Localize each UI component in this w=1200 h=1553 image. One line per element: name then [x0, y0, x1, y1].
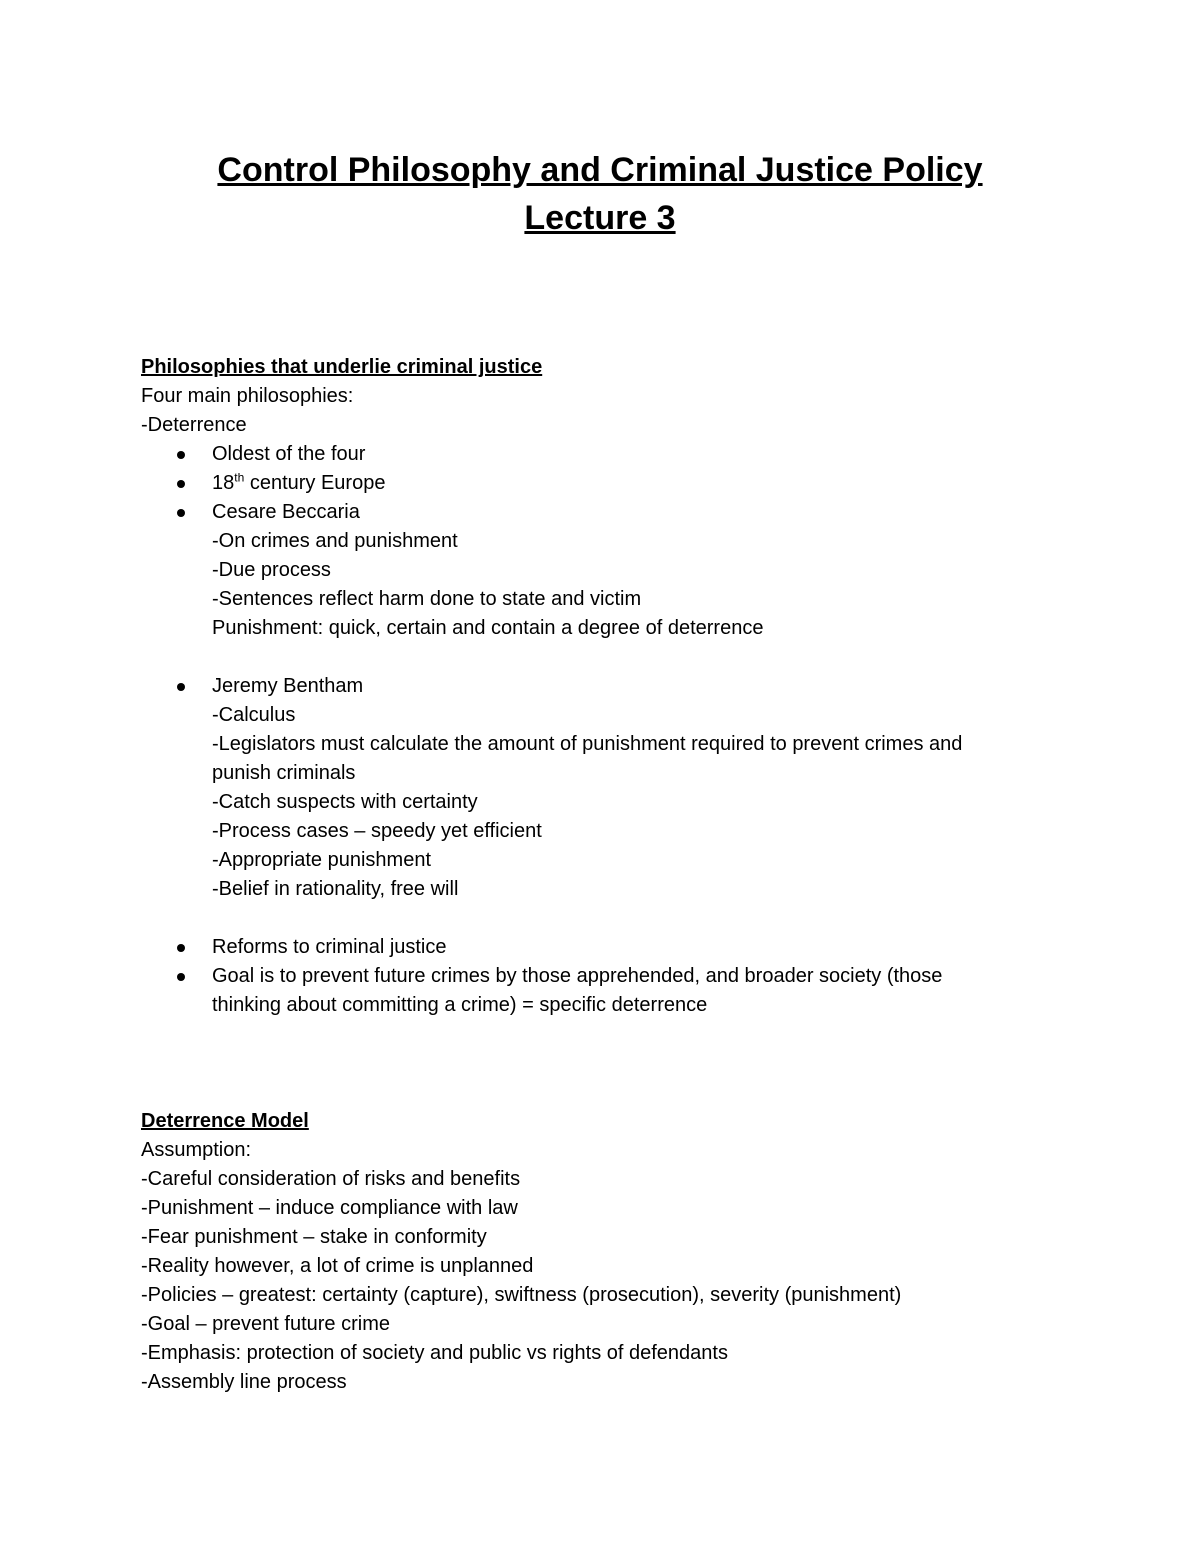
note-line: -Sentences reflect harm done to state and victim — [212, 588, 642, 610]
bullet-item — [141, 672, 1041, 701]
note-line: -Belief in rationality, free will — [212, 878, 459, 900]
bullet-icon — [177, 683, 185, 691]
spacer — [141, 643, 1041, 672]
model-line: Assumption: — [141, 1139, 252, 1161]
superscript: th — [234, 470, 245, 485]
model-line: -Careful consideration of risks and benefits — [141, 1168, 521, 1190]
note-line: -Calculus — [212, 704, 296, 726]
bullet-item — [141, 962, 1041, 1020]
model-line: -Goal – prevent future crime — [141, 1313, 390, 1335]
spacer — [141, 1020, 1041, 1107]
model-line: -Fear punishment – stake in conformity — [141, 1226, 487, 1248]
spacer — [141, 904, 1041, 933]
bullet-icon — [177, 509, 185, 517]
bullet-item — [141, 498, 1041, 527]
model-line: -Punishment – induce compliance with law — [141, 1197, 518, 1219]
bullet-item — [141, 440, 1041, 469]
note-line: -Process cases – speedy yet efficient — [212, 820, 542, 842]
reforms-bullet-list — [141, 933, 1041, 1020]
bullet-item — [141, 469, 1041, 498]
note-line: punish criminals — [212, 762, 356, 784]
topic-line: -Deterrence — [141, 414, 247, 436]
note-line: -On crimes and punishment — [212, 530, 458, 552]
title-block — [0, 146, 1200, 242]
document-subtitle: Lecture 3 — [524, 199, 676, 237]
note-line: -Due process — [212, 559, 331, 581]
bullet-text-number: 18 — [212, 472, 235, 494]
model-line: -Emphasis: protection of society and public vs rights of defendants — [141, 1342, 728, 1364]
note-line: -Catch suspects with certainty — [212, 791, 478, 813]
bullet-item — [141, 933, 1041, 962]
bullet-text: Cesare Beccaria — [212, 501, 360, 523]
bullet-text: Oldest of the four — [212, 443, 366, 465]
deterrence-bullet-list — [141, 440, 1041, 527]
model-line: -Reality however, a lot of crime is unplanned — [141, 1255, 534, 1277]
bullet-icon — [177, 973, 185, 981]
bullet-text-continued: thinking about committing a crime) = specific deterrence — [212, 994, 708, 1016]
intro-line: Four main philosophies: — [141, 385, 354, 407]
bullet-text: Jeremy Bentham — [212, 675, 364, 697]
section-heading-deterrence-model: Deterrence Model — [141, 1110, 309, 1132]
bullet-text: Reforms to criminal justice — [212, 936, 447, 958]
bullet-text: Goal is to prevent future crimes by those apprehended, and broader society (those — [212, 965, 943, 987]
model-line: -Policies – greatest: certainty (capture), swiftness (prosecution), severity (punishment) — [141, 1284, 902, 1306]
document-title: Control Philosophy and Criminal Justice Policy — [217, 151, 983, 189]
note-line: Punishment: quick, certain and contain a degree of deterrence — [212, 617, 764, 639]
bullet-icon — [177, 480, 185, 488]
section-heading-philosophies: Philosophies that underlie criminal justice — [141, 356, 543, 378]
model-line: -Assembly line process — [141, 1371, 347, 1393]
document-body — [141, 353, 1041, 1397]
bullet-icon — [177, 451, 185, 459]
note-line: -Legislators must calculate the amount of punishment required to prevent crimes and — [212, 733, 963, 755]
bullet-icon — [177, 944, 185, 952]
bentham-bullet-list — [141, 672, 1041, 701]
bullet-text: century Europe — [244, 472, 386, 494]
note-line: -Appropriate punishment — [212, 849, 432, 871]
